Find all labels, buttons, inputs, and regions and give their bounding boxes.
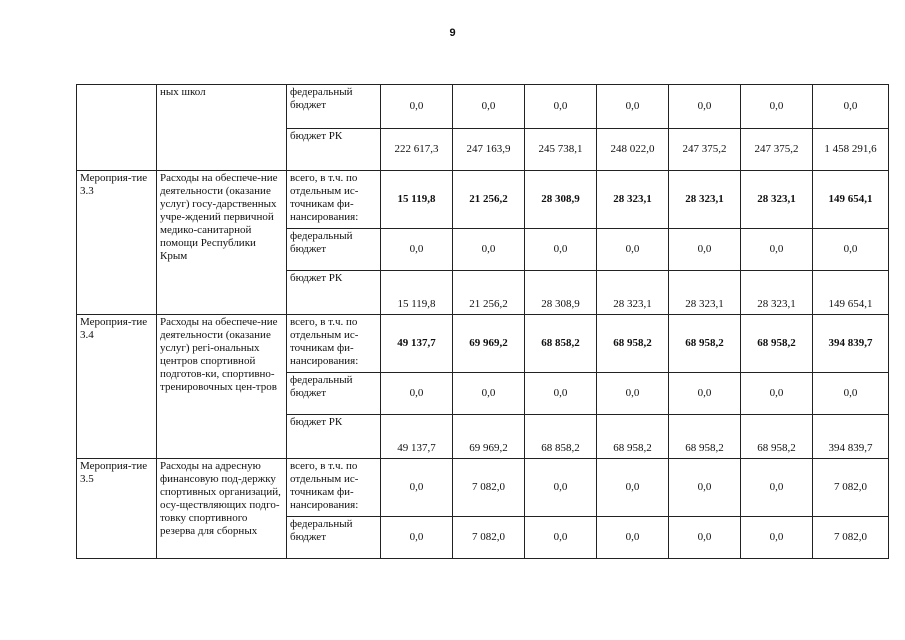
value-cell: 68 958,2 — [669, 415, 741, 459]
value-cell: 245 738,1 — [525, 129, 597, 171]
activity-description-cell: ных школ — [157, 85, 287, 171]
value-cell: 28 323,1 — [669, 271, 741, 315]
value-cell: 0,0 — [453, 373, 525, 415]
table-row — [77, 459, 889, 517]
value-cell: 394 839,7 — [813, 315, 889, 373]
value-cell: 7 082,0 — [453, 459, 525, 517]
value-cell: 1 458 291,6 — [813, 129, 889, 171]
activity-description-cell: Расходы на обеспече-ние деятельности (оказание услуг) госу-дарственных учре-ждений первичной медико-санитарной помощи Республики Крым — [157, 171, 287, 315]
value-cell: 7 082,0 — [813, 517, 889, 559]
value-cell: 0,0 — [669, 85, 741, 129]
value-cell: 222 617,3 — [381, 129, 453, 171]
value-cell: 15 119,8 — [381, 271, 453, 315]
value-cell: 0,0 — [669, 459, 741, 517]
table-row — [77, 85, 889, 129]
value-cell: 68 958,2 — [741, 415, 813, 459]
value-cell: 0,0 — [525, 85, 597, 129]
value-cell: 0,0 — [741, 459, 813, 517]
value-cell: 21 256,2 — [453, 271, 525, 315]
value-cell: 248 022,0 — [597, 129, 669, 171]
activity-name-cell: Мероприя-тие 3.4 — [77, 315, 157, 459]
funding-source-cell: федеральный бюджет — [287, 517, 381, 559]
value-cell: 68 958,2 — [741, 315, 813, 373]
value-cell: 0,0 — [669, 517, 741, 559]
value-cell: 69 969,2 — [453, 315, 525, 373]
page-number: 9 — [449, 27, 456, 39]
value-cell: 0,0 — [525, 373, 597, 415]
table-row — [77, 315, 889, 373]
value-cell: 28 323,1 — [741, 271, 813, 315]
table-row — [77, 171, 889, 229]
funding-source-cell: федеральный бюджет — [287, 373, 381, 415]
value-cell: 0,0 — [741, 517, 813, 559]
value-cell: 68 858,2 — [525, 415, 597, 459]
value-cell: 0,0 — [525, 459, 597, 517]
funding-source-cell: всего, в т.ч. по отдельным ис-точникам фи-нансирования: — [287, 315, 381, 373]
value-cell: 247 163,9 — [453, 129, 525, 171]
funding-source-cell: федеральный бюджет — [287, 229, 381, 271]
value-cell: 7 082,0 — [813, 459, 889, 517]
value-cell: 149 654,1 — [813, 271, 889, 315]
value-cell: 0,0 — [381, 229, 453, 271]
funding-source-cell: бюджет РК — [287, 415, 381, 459]
funding-source-cell: всего, в т.ч. по отдельным ис-точникам фи-нансирования: — [287, 171, 381, 229]
value-cell: 0,0 — [741, 229, 813, 271]
value-cell: 0,0 — [741, 373, 813, 415]
value-cell: 68 958,2 — [597, 315, 669, 373]
value-cell: 28 323,1 — [669, 171, 741, 229]
value-cell: 0,0 — [597, 373, 669, 415]
value-cell: 0,0 — [525, 229, 597, 271]
value-cell: 21 256,2 — [453, 171, 525, 229]
activity-name-cell: Мероприя-тие 3.5 — [77, 459, 157, 559]
value-cell: 0,0 — [381, 459, 453, 517]
value-cell: 247 375,2 — [669, 129, 741, 171]
activity-name-cell: Мероприя-тие 3.3 — [77, 171, 157, 315]
funding-source-cell: бюджет РК — [287, 129, 381, 171]
value-cell: 69 969,2 — [453, 415, 525, 459]
value-cell: 49 137,7 — [381, 415, 453, 459]
value-cell: 247 375,2 — [741, 129, 813, 171]
value-cell: 0,0 — [381, 85, 453, 129]
value-cell: 394 839,7 — [813, 415, 889, 459]
funding-source-cell: всего, в т.ч. по отдельным ис-точникам фи-нансирования: — [287, 459, 381, 517]
value-cell: 49 137,7 — [381, 315, 453, 373]
value-cell: 0,0 — [597, 459, 669, 517]
value-cell: 0,0 — [741, 85, 813, 129]
activity-description-cell: Расходы на обеспече-ние деятельности (оказание услуг) регi-ональных центров спортивной подготов-ки, спортивно-тренировочных цен-тров — [157, 315, 287, 459]
value-cell: 68 958,2 — [597, 415, 669, 459]
activity-description-cell: Расходы на адресную финансовую под-держку спортивных организаций, осу-ществляющих подго-товку спортивного резерва для сборных — [157, 459, 287, 559]
value-cell: 0,0 — [453, 229, 525, 271]
value-cell: 0,0 — [381, 373, 453, 415]
value-cell: 28 323,1 — [741, 171, 813, 229]
funding-source-cell: федеральный бюджет — [287, 85, 381, 129]
value-cell: 28 323,1 — [597, 171, 669, 229]
value-cell: 149 654,1 — [813, 171, 889, 229]
value-cell: 0,0 — [813, 373, 889, 415]
value-cell: 0,0 — [813, 85, 889, 129]
value-cell: 0,0 — [525, 517, 597, 559]
value-cell: 28 308,9 — [525, 171, 597, 229]
value-cell: 68 858,2 — [525, 315, 597, 373]
budget-table — [76, 84, 889, 559]
value-cell: 0,0 — [813, 229, 889, 271]
value-cell: 0,0 — [669, 229, 741, 271]
activity-name-cell — [77, 85, 157, 171]
value-cell: 15 119,8 — [381, 171, 453, 229]
value-cell: 68 958,2 — [669, 315, 741, 373]
value-cell: 0,0 — [381, 517, 453, 559]
value-cell: 0,0 — [597, 229, 669, 271]
value-cell: 0,0 — [597, 85, 669, 129]
value-cell: 0,0 — [453, 85, 525, 129]
value-cell: 0,0 — [597, 517, 669, 559]
value-cell: 0,0 — [669, 373, 741, 415]
value-cell: 7 082,0 — [453, 517, 525, 559]
funding-source-cell: бюджет РК — [287, 271, 381, 315]
value-cell: 28 308,9 — [525, 271, 597, 315]
value-cell: 28 323,1 — [597, 271, 669, 315]
